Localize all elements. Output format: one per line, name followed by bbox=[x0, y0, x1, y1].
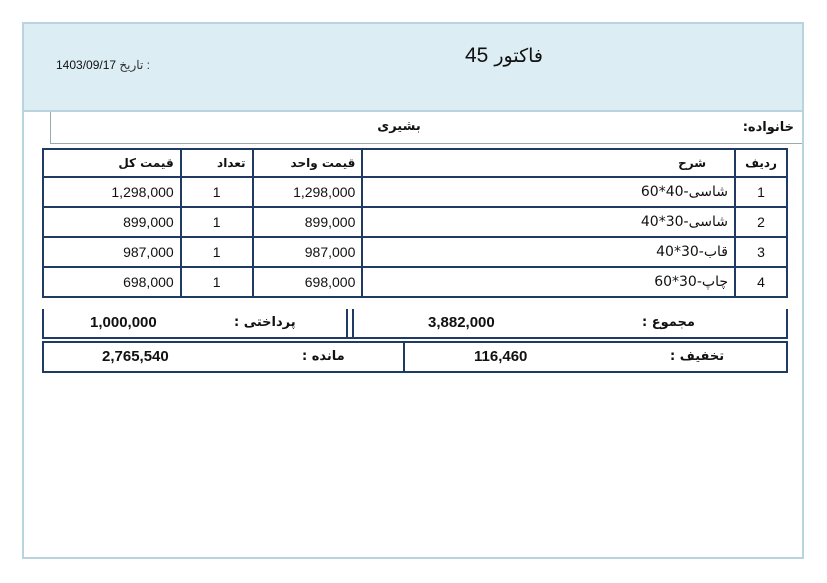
sum-label: مجموع : bbox=[642, 315, 695, 330]
header-row: ردیف bbox=[735, 149, 787, 177]
cell-total: 698,000 bbox=[43, 267, 181, 297]
cell-row: 1 bbox=[735, 177, 787, 207]
summary-row-discount bbox=[42, 341, 788, 373]
invoice-title-word: فاکتور bbox=[494, 45, 544, 67]
table-row bbox=[43, 177, 787, 207]
table-header-row bbox=[43, 149, 787, 177]
cell-qty: 1 bbox=[181, 237, 253, 267]
remaining-label: مانده : bbox=[302, 349, 345, 364]
paid-label: پرداختی : bbox=[234, 315, 296, 330]
discount-value: 116,460 bbox=[474, 348, 528, 365]
cell-qty: 1 bbox=[181, 207, 253, 237]
family-row bbox=[50, 112, 802, 144]
cell-unit-price: 1,298,000 bbox=[253, 177, 363, 207]
items-table bbox=[42, 148, 788, 298]
table-row bbox=[43, 237, 787, 267]
cell-description: قاب-30*40 bbox=[362, 237, 735, 267]
cell-description: شاسی-30*40 bbox=[362, 207, 735, 237]
remaining-value: 2,765,540 bbox=[102, 348, 169, 365]
items-table-wrap bbox=[42, 148, 788, 298]
sum-value: 3,882,000 bbox=[428, 314, 495, 331]
date-label: تاریخ : bbox=[119, 58, 150, 72]
cell-total: 1,298,000 bbox=[43, 177, 181, 207]
cell-unit-price: 698,000 bbox=[253, 267, 363, 297]
cell-total: 987,000 bbox=[43, 237, 181, 267]
header-unit-price: قیمت واحد bbox=[253, 149, 363, 177]
cell-row: 3 bbox=[735, 237, 787, 267]
cell-row: 2 bbox=[735, 207, 787, 237]
table-row bbox=[43, 207, 787, 237]
invoice-header bbox=[24, 24, 802, 112]
discount-label: تخفیف : bbox=[670, 349, 725, 364]
family-value: بشیری bbox=[377, 119, 421, 134]
invoice-title bbox=[444, 44, 564, 68]
family-label: خانواده: bbox=[742, 120, 794, 135]
invoice-number: 45 bbox=[464, 44, 489, 67]
table-row bbox=[43, 267, 787, 297]
summary-divider bbox=[403, 343, 405, 373]
cell-unit-price: 899,000 bbox=[253, 207, 363, 237]
cell-row: 4 bbox=[735, 267, 787, 297]
cell-qty: 1 bbox=[181, 177, 253, 207]
cell-total: 899,000 bbox=[43, 207, 181, 237]
invoice-date bbox=[56, 58, 150, 72]
date-value: 1403/09/17 bbox=[56, 58, 117, 72]
summary-row-sum bbox=[42, 309, 788, 339]
header-description: شرح bbox=[362, 149, 735, 177]
cell-qty: 1 bbox=[181, 267, 253, 297]
cell-description: شاسی-40*60 bbox=[362, 177, 735, 207]
cell-description: چاپ-30*60 bbox=[362, 267, 735, 297]
paid-value: 1,000,000 bbox=[90, 314, 157, 331]
header-qty: تعداد bbox=[181, 149, 253, 177]
cell-unit-price: 987,000 bbox=[253, 237, 363, 267]
invoice-frame bbox=[22, 22, 804, 559]
header-total: قیمت کل bbox=[43, 149, 181, 177]
summary-divider bbox=[346, 309, 354, 337]
